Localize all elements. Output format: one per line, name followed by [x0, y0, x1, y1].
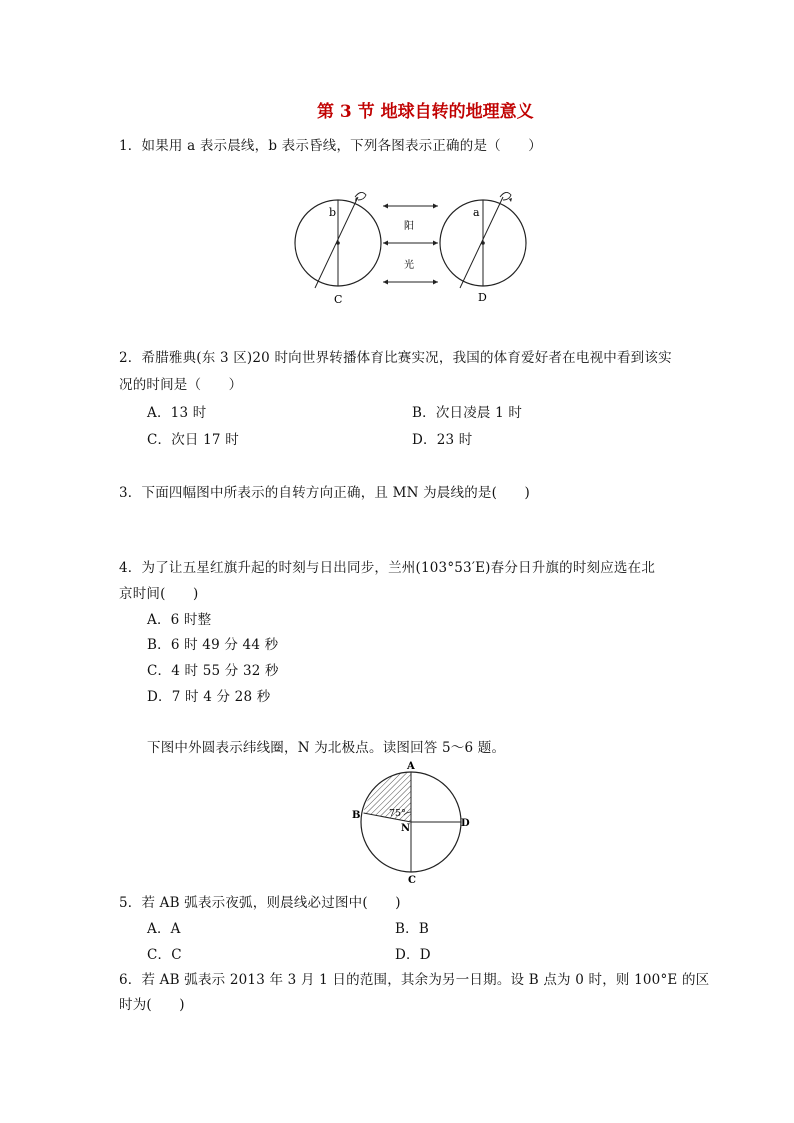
q4-option-b: B．6 时 49 分 44 秒 [147, 637, 279, 653]
globe-d-letter: a [473, 206, 480, 219]
question-2-line2: 况的时间是（ ） [119, 377, 243, 393]
q4-option-a: A．6 时整 [147, 612, 212, 628]
q4-option-d: D．7 时 4 分 28 秒 [147, 689, 271, 705]
globe-c [295, 192, 381, 306]
globe-c-caption: C [334, 293, 343, 306]
q2-option-a: A．13 时 [147, 405, 207, 421]
question-2-line1: 2．希腊雅典(东 3 区)20 时向世界转播体育比赛实况，我国的体育爱好者在电视中看到该实 [119, 350, 672, 366]
question-3: 3．下面四幅图中所表示的自转方向正确，且 MN 为晨线的是( ) [119, 485, 530, 501]
sun-label-1: 阳 [404, 221, 414, 232]
q5-option-b: B．B [395, 921, 429, 937]
point-n-label: N [401, 823, 411, 834]
angle-label: 75° [389, 808, 406, 819]
globe-c-letter: b [329, 206, 337, 219]
q5-option-a: A．A [147, 921, 181, 937]
q4-option-c: C．4 时 55 分 32 秒 [147, 663, 279, 679]
point-d-label: D [461, 818, 470, 829]
q5-option-c: C．C [147, 947, 182, 963]
q2-option-b: B．次日凌晨 1 时 [412, 405, 523, 421]
question-6-line2: 时为( ) [119, 997, 185, 1013]
question-4-line2: 京时间( ) [119, 586, 199, 602]
q2-option-d: D．23 时 [412, 432, 473, 448]
intro-5-6: 下图中外圆表示纬线圈，N 为北极点。读图回答 5～6 题。 [147, 740, 506, 756]
figure-2-latitude-circle [344, 756, 474, 886]
point-a-label: A [407, 761, 415, 772]
question-1: 1．如果用 a 表示晨线，b 表示昏线，下列各图表示正确的是（ ） [119, 138, 542, 154]
sun-label-2: 光 [404, 260, 414, 271]
page-title: 第 3 节 地球自转的地理意义 [317, 102, 534, 122]
question-4-line1: 4．为了让五星红旗升起的时刻与日出同步，兰州(103°53′E)春分日升旗的时刻应选在北 [119, 560, 656, 576]
globe-d [440, 192, 526, 304]
globe-d-caption: D [478, 291, 487, 304]
q2-option-c: C．次日 17 时 [147, 432, 239, 448]
question-5: 5．若 AB 弧表示夜弧，则晨线必过图中( ) [119, 895, 401, 911]
figure-1-globes [285, 185, 535, 310]
q5-option-d: D．D [395, 947, 431, 963]
point-b-label: B [352, 810, 361, 821]
point-c-label: C [408, 875, 416, 886]
sunlight-arrows [383, 204, 438, 285]
question-6-line1: 6．若 AB 弧表示 2013 年 3 月 1 日的范围，其余为另一日期。设 B 点为 0 时，则 100°E 的区 [119, 972, 710, 988]
